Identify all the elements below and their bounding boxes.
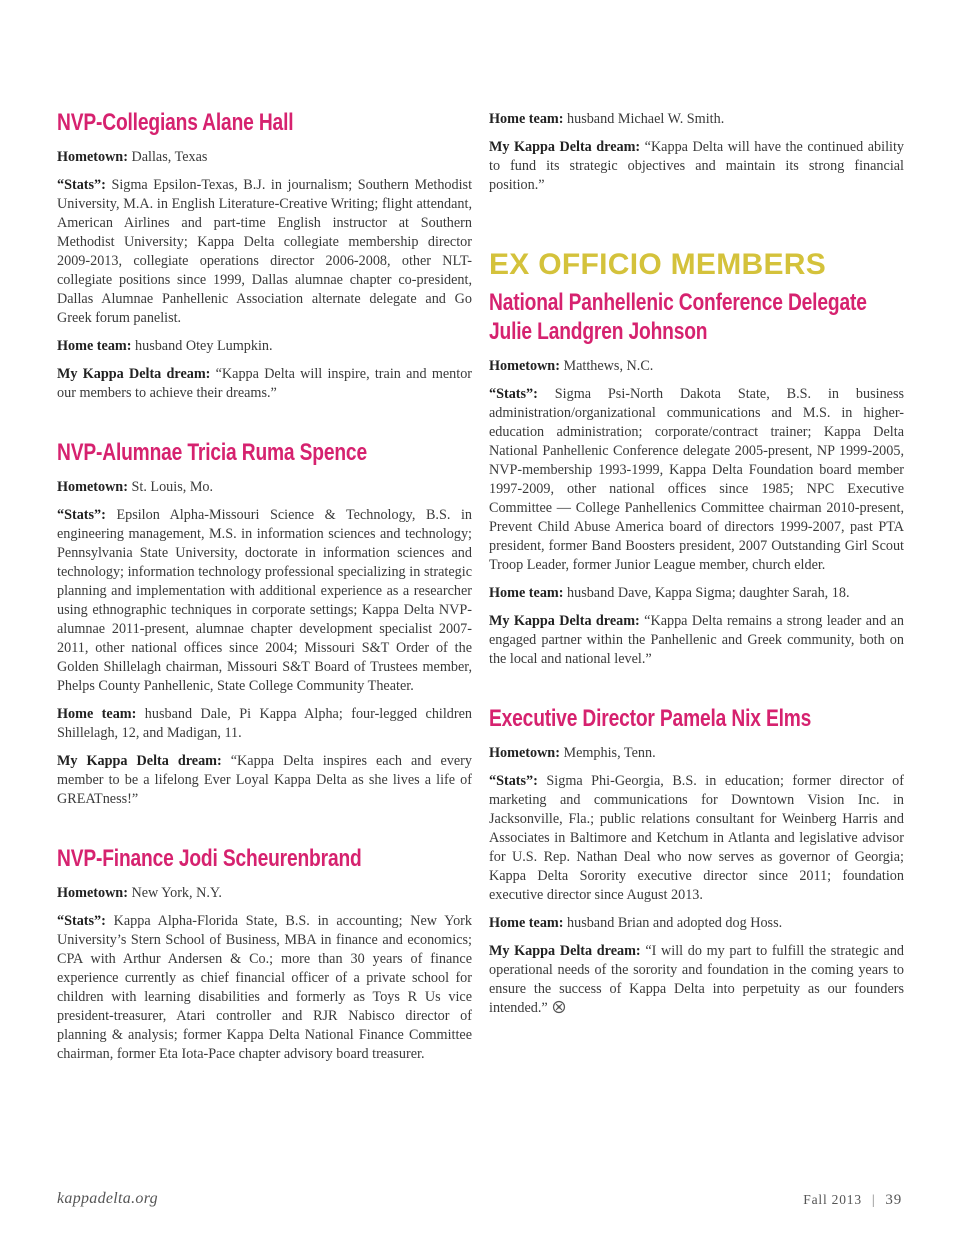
footer-site: kappadelta.org bbox=[57, 1190, 158, 1207]
profile-title: Executive Director Pamela Nix Elms bbox=[489, 705, 812, 732]
stats-line: “Stats”: Epsilon Alpha-Missouri Science & Technology, B.S. in engineering management, M.S. in information sciences and technology; Pennsylvania State University, doctorate in information sciences and technology; information technology professional specializing in strategic planning and implementation with additional experience as a researcher using ethnographic techniques in corporate settings; Kappa Delta NVP-alumnae 2011-present, alumnae chapter development specialist 2007-2011, other national offices since 2004; Missouri S&T Order of the Golden Shillelagh chairman, Missouri S&T Board of Trustees member, Phelps County Panhellenic, State College Community Theater. bbox=[57, 507, 472, 694]
hometown-line: Hometown: Dallas, Texas bbox=[57, 149, 208, 165]
profile-tricia-ruma-spence bbox=[57, 438, 472, 809]
ex-officio-heading: EX OFFICIO MEMBERS bbox=[489, 248, 827, 281]
left-column bbox=[57, 108, 472, 1073]
dream-line: My Kappa Delta dream: “Kappa Delta will have the continued ability to fund its strategic objectives and maintain its strong financial position.” bbox=[489, 139, 905, 193]
stats-line: “Stats”: Kappa Alpha-Florida State, B.S. in accounting; New York University’s Stern School of Business, MBA in finance and economics; CPA with Arthur Andersen & Co.; more than 30 years of finance experience currently as chief financial officer of a private school for children with learning disabilities and formerly as Toys R Us vice president-treasurer, Atari controller and RJR Nabisco director of planning & analysis; former Kappa Delta National Finance Committee chairman, former Eta Iota-Pace chapter advisory board treasurer. bbox=[57, 913, 472, 1062]
dream-line: My Kappa Delta dream: “I will do my part to fulfill the strategic and operational needs of the sorority and foundation in the coming years to ensure the success of Kappa Delta into perpetuity as our founders intended.” bbox=[489, 942, 904, 1020]
profile-julie-landgren-johnson bbox=[489, 288, 904, 669]
right-column bbox=[489, 110, 904, 1029]
profile-title: NVP-Alumnae Tricia Ruma Spence bbox=[57, 439, 367, 466]
dream-line: My Kappa Delta dream: “Kappa Delta inspires each and every member to be a lifelong Ever Loyal Kappa Delta as she lives a life of GREATness!” bbox=[57, 753, 473, 807]
page-number: 39 bbox=[885, 1192, 902, 1208]
stats-line: “Stats”: Sigma Phi-Georgia, B.S. in education; former director of marketing and communications for Downtown Vision Inc. in Jacksonville, Fla.; public relations consultant for Weinberg Harris and Associates in Baltimore and Ketchum in Atlanta and legislative advisor for U.S. Rep. Nathan Deal who now serves as governor of Georgia; Kappa Delta Sorority executive director since 2011; foundation executive director since August 2013. bbox=[489, 773, 904, 903]
stats-line: “Stats”: Sigma Epsilon-Texas, B.J. in journalism; Southern Methodist University, M.A. in English Literature-Creative Writing; flight attendant, American Airlines and part-time English instructor at Southern Methodist University; Kappa Delta collegiate membership director 2009-2013, collegiate operations director 2006-2008, other NLT-collegiate positions since 1999, Dallas alumnae chapter co-president, Dallas Alumnae Panhellenic Association alternate delegate and Go Greek forum panelist. bbox=[57, 177, 473, 326]
profile-title: NVP-Finance Jodi Scheurenbrand bbox=[57, 845, 362, 872]
dream-line: My Kappa Delta dream: “Kappa Delta remains a strong leader and an engaged partner within the Panhellenic and Greek community, both on the local and national level.” bbox=[489, 613, 905, 667]
hometown-line: Hometown: Matthews, N.C. bbox=[489, 358, 654, 374]
profile-pamela-nix-elms bbox=[489, 704, 904, 1020]
issue-label: Fall 2013 bbox=[803, 1192, 862, 1207]
hometown-line: Hometown: Memphis, Tenn. bbox=[489, 745, 656, 761]
footer-issue bbox=[803, 1192, 902, 1209]
stats-line: “Stats”: Sigma Psi-North Dakota State, B.S. in business administration/organizational communications and M.S. in higher-education administration; corporate/contract trainer; Kappa Delta National Panhellenic Conference delegate 2005-present, NP 1999-2005, NVP-membership 1993-1999, Kappa Delta Foundation board member 1997-2009, other national offices since 1985; NPC Executive Committee — College Panhellenics Committee chairman 2010-present, Prevent Child Abuse America board of directors 1999-2007, past PTA president, former Band Boosters president, 2007 Outstanding Girl Scout Troop Leader, former Junior League member, church elder. bbox=[489, 386, 904, 573]
dream-line: My Kappa Delta dream: “Kappa Delta will inspire, train and mentor our members to achieve their dreams.” bbox=[57, 366, 473, 401]
home-team-line: Home team: husband Michael W. Smith. bbox=[489, 111, 725, 127]
profile-title-line-1: National Panhellenic Conference Delegate bbox=[489, 289, 867, 316]
home-team-line: Home team: husband Dave, Kappa Sigma; daughter Sarah, 18. bbox=[489, 585, 850, 601]
profile-title-line-2: Julie Landgren Johnson bbox=[489, 318, 708, 345]
profile-alane-hall bbox=[57, 108, 472, 403]
dagger-crest-icon bbox=[552, 1000, 566, 1020]
footer-separator: | bbox=[871, 1192, 876, 1207]
hometown-line: Hometown: St. Louis, Mo. bbox=[57, 479, 214, 495]
home-team-line: Home team: husband Dale, Pi Kappa Alpha; four-legged children Shillelagh, 12, and Madigan, 11. bbox=[57, 706, 473, 741]
home-team-line: Home team: husband Otey Lumpkin. bbox=[57, 338, 273, 354]
hometown-line: Hometown: New York, N.Y. bbox=[57, 885, 222, 901]
profile-jodi-scheurenbrand bbox=[57, 844, 472, 1064]
home-team-line: Home team: husband Brian and adopted dog Hoss. bbox=[489, 915, 783, 931]
profile-title: NVP-Collegians Alane Hall bbox=[57, 109, 294, 136]
